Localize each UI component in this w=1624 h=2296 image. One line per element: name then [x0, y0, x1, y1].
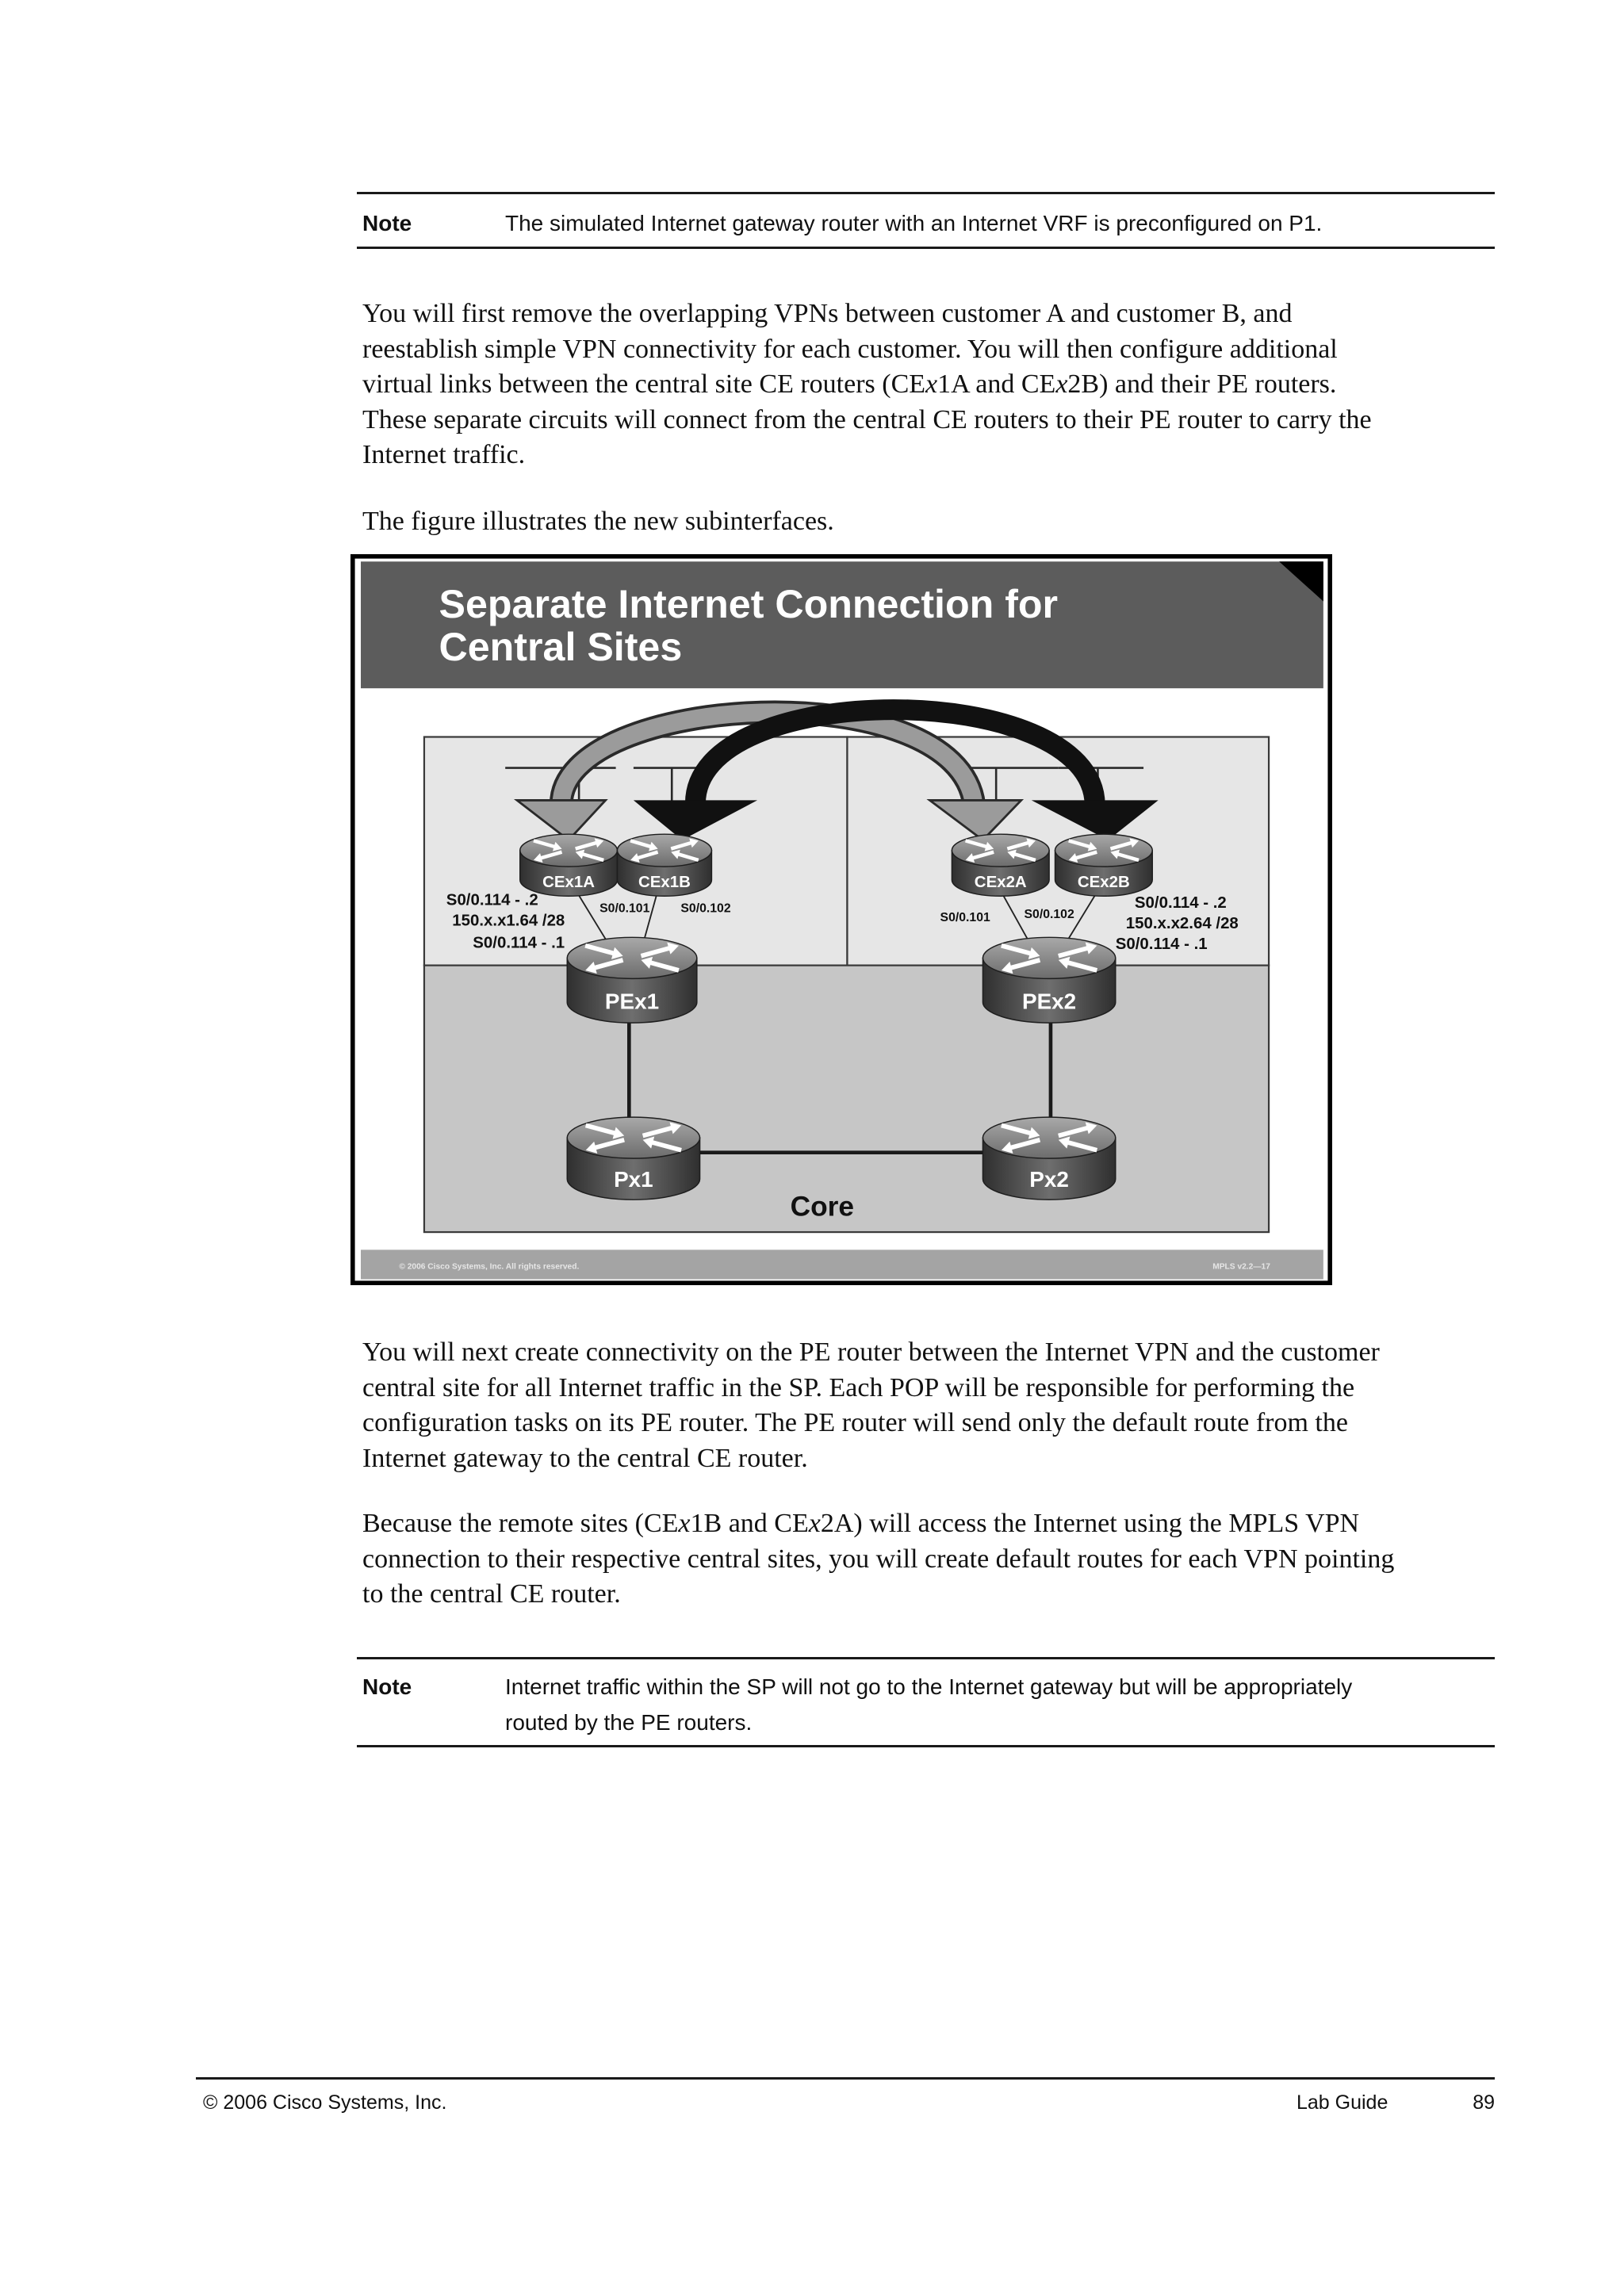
note-bottom-line: routed by the PE routers. [505, 1709, 753, 1735]
paragraph-line: These separate circuits will connect from the central CE routers to their PE router to carry the [362, 404, 1372, 434]
text-segment: virtual links between the central site CE routers (CE [362, 369, 926, 400]
router-cex1b [617, 834, 711, 896]
router-px1 [567, 1117, 699, 1200]
router-cex1a [520, 834, 618, 896]
site1-ce-subinterface-label: S0/0.114 - .2 [446, 890, 538, 909]
router-top [567, 937, 697, 978]
paragraph-line [362, 367, 1372, 403]
site2-link-b-label: S0/0.102 [1024, 908, 1074, 922]
paragraph-line: connection to their respective central sites, you will create default routes for each VPN pointing [362, 1544, 1395, 1574]
figure-copyright: © 2006 Cisco Systems, Inc. All rights reserved. [399, 1262, 580, 1272]
italic-variable: x [678, 1509, 691, 1538]
note-bottom-label: Note [362, 1674, 412, 1699]
paragraph-line: to the central CE router. [362, 1579, 621, 1609]
figure-slide-id: MPLS v2.2—17 [1212, 1262, 1270, 1272]
router-pex2 [982, 937, 1115, 1023]
paragraph-pe-config [362, 1335, 1380, 1476]
router-label-cex2a: CEx2A [974, 873, 1027, 892]
router-top [982, 937, 1115, 978]
router-label-cex2b: CEx2B [1077, 873, 1130, 892]
router-label-cex1a: CEx1A [542, 873, 596, 892]
figure-title-line-1: Separate Internet Connection for [439, 581, 1059, 626]
router-label-pex2: PEx2 [1021, 989, 1077, 1014]
site2-pe-subinterface-label: S0/0.114 - .1 [1115, 935, 1208, 954]
router-pex1 [567, 937, 697, 1023]
router-cex2b [1055, 834, 1153, 896]
paragraph-intro [362, 297, 1372, 473]
paragraph-line: Internet traffic. [362, 440, 526, 470]
core-label: Core [790, 1191, 855, 1223]
text-segment: 1B and CE [690, 1509, 809, 1538]
figure-diagram [350, 554, 1332, 1285]
router-top [617, 834, 711, 867]
note-bottom-bottom-rule [357, 1745, 1495, 1747]
figure-title-line-2: Central Sites [439, 624, 683, 669]
italic-variable: x [808, 1509, 821, 1538]
footer-rule [196, 2077, 1495, 2080]
router-top [567, 1117, 699, 1158]
note-top-label: Note [362, 211, 412, 235]
text-segment: 2B) and their PE routers. [1067, 369, 1337, 400]
router-cex2a [952, 834, 1049, 896]
paragraph-line: You will first remove the overlapping VPNs between customer A and customer B, and [362, 299, 1293, 328]
text-segment: 2A) will access the Internet using the MPLS VPN [820, 1509, 1360, 1538]
site2-link-a-label: S0/0.101 [940, 910, 990, 924]
note-top-text [505, 206, 1322, 242]
paragraph-line: configuration tasks on its PE router. The PE router will send only the default route from the [362, 1408, 1348, 1438]
site1-link-b-label: S0/0.102 [680, 901, 731, 916]
text-segment: Because the remote sites (CE [362, 1509, 679, 1538]
note-bottom-text [505, 1670, 1352, 1740]
router-label-cex1b: CEx1B [638, 873, 691, 892]
paragraph-line [362, 1506, 1394, 1542]
italic-variable: x [925, 369, 938, 400]
footer-copyright: © 2006 Cisco Systems, Inc. [203, 2091, 447, 2114]
paragraph-line: Internet gateway to the central CE router. [362, 1443, 808, 1473]
router-label-px1: Px1 [614, 1167, 653, 1192]
router-label-px2: Px2 [1029, 1167, 1069, 1192]
paragraph-line: central site for all Internet traffic in the SP. Each POP will be responsible for performing the [362, 1372, 1355, 1402]
router-px2 [982, 1117, 1115, 1200]
site1-pe-subinterface-label: S0/0.114 - .1 [473, 933, 565, 952]
note-bottom-rule [357, 1657, 1495, 1659]
italic-variable: x [1055, 369, 1068, 400]
router-label-pex1: PEx1 [604, 989, 660, 1014]
footer-section: Lab Guide [1297, 2091, 1388, 2114]
paragraph-figure-reference [362, 504, 834, 540]
site2-subnet-label: 150.x.x2.64 /28 [1125, 914, 1239, 933]
paragraph-line: reestablish simple VPN connectivity for each customer. You will then configure additional [362, 334, 1338, 364]
router-top [952, 834, 1049, 867]
paragraph-line: You will next create connectivity on the PE router between the Internet VPN and the customer [362, 1337, 1380, 1367]
router-top [520, 834, 618, 867]
text-segment: 1A and CE [937, 369, 1056, 400]
site2-ce-subinterface-label: S0/0.114 - .2 [1134, 894, 1227, 913]
note-top-line: The simulated Internet gateway router with an Internet VRF is preconfigured on P1. [505, 211, 1323, 235]
router-top [1055, 834, 1153, 867]
paragraph-remote-sites [362, 1506, 1394, 1613]
footer-page-number: 89 [1473, 2091, 1495, 2114]
site1-subnet-label: 150.x.x1.64 /28 [452, 911, 565, 930]
router-top [982, 1117, 1115, 1158]
note-top-rule [357, 192, 1495, 194]
site1-link-a-label: S0/0.101 [599, 901, 650, 916]
note-bottom-line: Internet traffic within the SP will not go to the Internet gateway but will be appropriately [505, 1674, 1353, 1699]
paragraph-line: The figure illustrates the new subinterfaces. [362, 507, 834, 536]
note-top-bottom-rule [357, 247, 1495, 249]
